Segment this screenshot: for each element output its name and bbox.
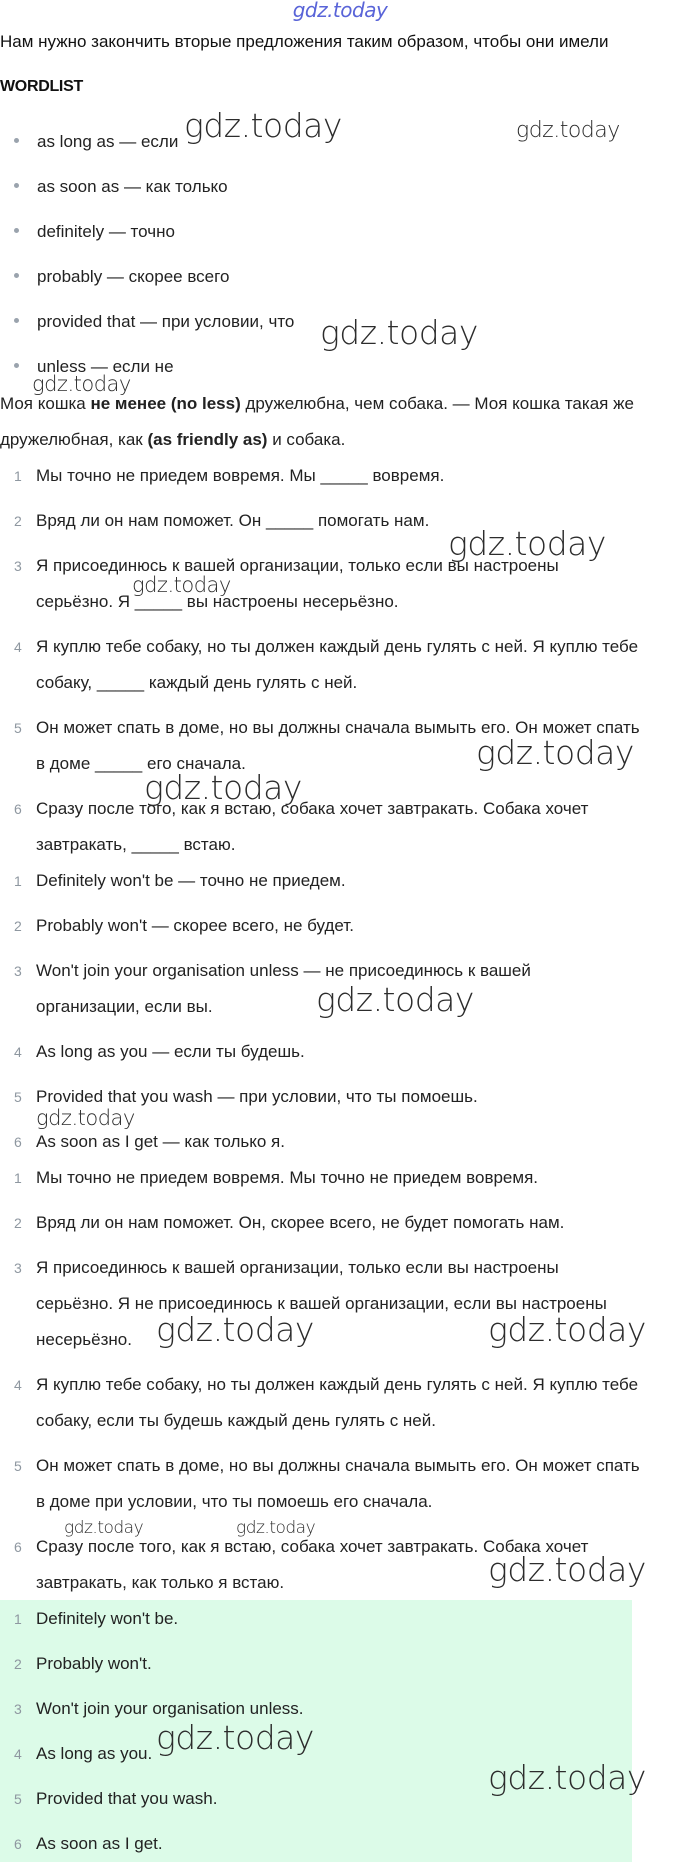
answer-item: 3 Won't join your organisation unless. (14, 1699, 304, 1718)
watermark: gdz.today (32, 372, 131, 396)
watermark: gdz.today (184, 106, 342, 145)
wordlist-item: as long as — если (0, 132, 178, 152)
key-item: 1 Definitely won't be — точно не приедем. (14, 871, 346, 890)
wordlist-item: provided that — при условии, что (0, 312, 294, 332)
bullet-icon (14, 318, 19, 323)
example-paragraph: Моя кошка не менее (no less) дружелюбна, чем собака. — Моя кошка такая же дружелюбная, как (as friendly as) и собака. (0, 394, 634, 449)
watermark: gdz.today (156, 1310, 314, 1349)
watermark: gdz.today (516, 118, 620, 143)
key-item: 2 Probably won't — скорее всего, не будет. (14, 916, 354, 935)
full-sentence-item: 4 Я куплю тебе собаку, но ты должен каждый день гулять с ней. Я куплю тебе собаку, если ты будешь каждый день гулять с ней. (14, 1375, 639, 1430)
answer-item: 1 Definitely won't be. (14, 1609, 179, 1628)
task-item: 2 Вряд ли он нам поможет. Он _____ помогать нам. (14, 511, 430, 530)
watermark: gdz.today (64, 1518, 144, 1538)
watermark: gdz.today (488, 1758, 646, 1797)
watermark: gdz.today (132, 573, 231, 597)
task-item: 5 Он может спать в доме, но вы должны сначала вымыть его. Он может спать в доме _____ его сначала. (14, 718, 640, 773)
wordlist-item: definitely — точно (0, 222, 175, 242)
key-item: 6 As soon as I get — как только я. (14, 1132, 285, 1151)
watermark: gdz.today (488, 1310, 646, 1349)
key-item: 5 Provided that you wash — при условии, что ты помоешь. (14, 1087, 478, 1106)
answers-highlight-block (0, 1600, 632, 1862)
full-sentence-item: 6 Сразу после того, как я встаю, собака хочет завтракать. Собака хочет завтракать, как только я встаю. (14, 1537, 589, 1592)
task-item: 3 Я присоединюсь к вашей организации, только если вы настроены серьёзно. Я _____ вы настроены несерьёзно. (14, 556, 559, 611)
full-sentence-item: 2 Вряд ли он нам поможет. Он, скорее всего, не будет помогать нам. (14, 1213, 565, 1232)
watermark: gdz.today (316, 980, 474, 1019)
answer-item: 6 As soon as I get. (14, 1834, 163, 1853)
watermark: gdz.today (448, 524, 606, 563)
watermark: gdz.today (236, 1518, 316, 1538)
full-sentence-item: 5 Он может спать в доме, но вы должны сначала вымыть его. Он может спать в доме при условии, что ты помоешь его сначала. (14, 1456, 640, 1511)
wordlist-item: probably — скорее всего (0, 267, 229, 287)
task-item: 1 Мы точно не приедем вовремя. Мы _____ вовремя. (14, 466, 445, 485)
task-item: 4 Я куплю тебе собаку, но ты должен каждый день гулять с ней. Я куплю тебе собаку, _____ каждый день гулять с ней. (14, 637, 639, 692)
wordlist-item: as soon as — как только (0, 177, 228, 197)
bullet-icon (14, 363, 19, 368)
bullet-icon (14, 138, 19, 143)
key-item: 4 As long as you — если ты будешь. (14, 1042, 305, 1061)
full-sentence-item: 3 Я присоединюсь к вашей организации, только если вы настроены серьёзно. Я не присоединюсь к вашей организации, если вы настроены несерьёзно. (14, 1258, 607, 1349)
full-sentence-item: 1 Мы точно не приедем вовремя. Мы точно не приедем вовремя. (14, 1168, 539, 1187)
watermark: gdz.today (320, 313, 478, 352)
watermark: gdz.today (144, 768, 302, 807)
answer-item: 2 Probably won't. (14, 1654, 152, 1673)
watermark: gdz.today (488, 1550, 646, 1589)
task-item: 6 Сразу после того, как я встаю, собака хочет завтракать. Собака хочет завтракать, _____ встаю. (14, 799, 589, 854)
wordlist-item: unless — если не (0, 357, 174, 377)
site-logo[interactable]: gdz.today (292, 0, 388, 22)
watermark: gdz.today (36, 1106, 135, 1130)
key-item: 3 Won't join your organisation unless — не присоединюсь к вашей организации, если вы. (14, 961, 531, 1016)
watermark: gdz.today (476, 733, 634, 772)
bullet-icon (14, 273, 19, 278)
intro-text: Нам нужно закончить вторые предложения таким образом, чтобы они имели (0, 32, 609, 51)
answer-item: 5 Provided that you wash. (14, 1789, 218, 1808)
bullet-icon (14, 183, 19, 188)
watermark: gdz.today (156, 1718, 314, 1757)
answer-item: 4 As long as you. (14, 1744, 153, 1763)
bullet-icon (14, 228, 19, 233)
wordlist-heading: WORDLIST (0, 78, 83, 95)
